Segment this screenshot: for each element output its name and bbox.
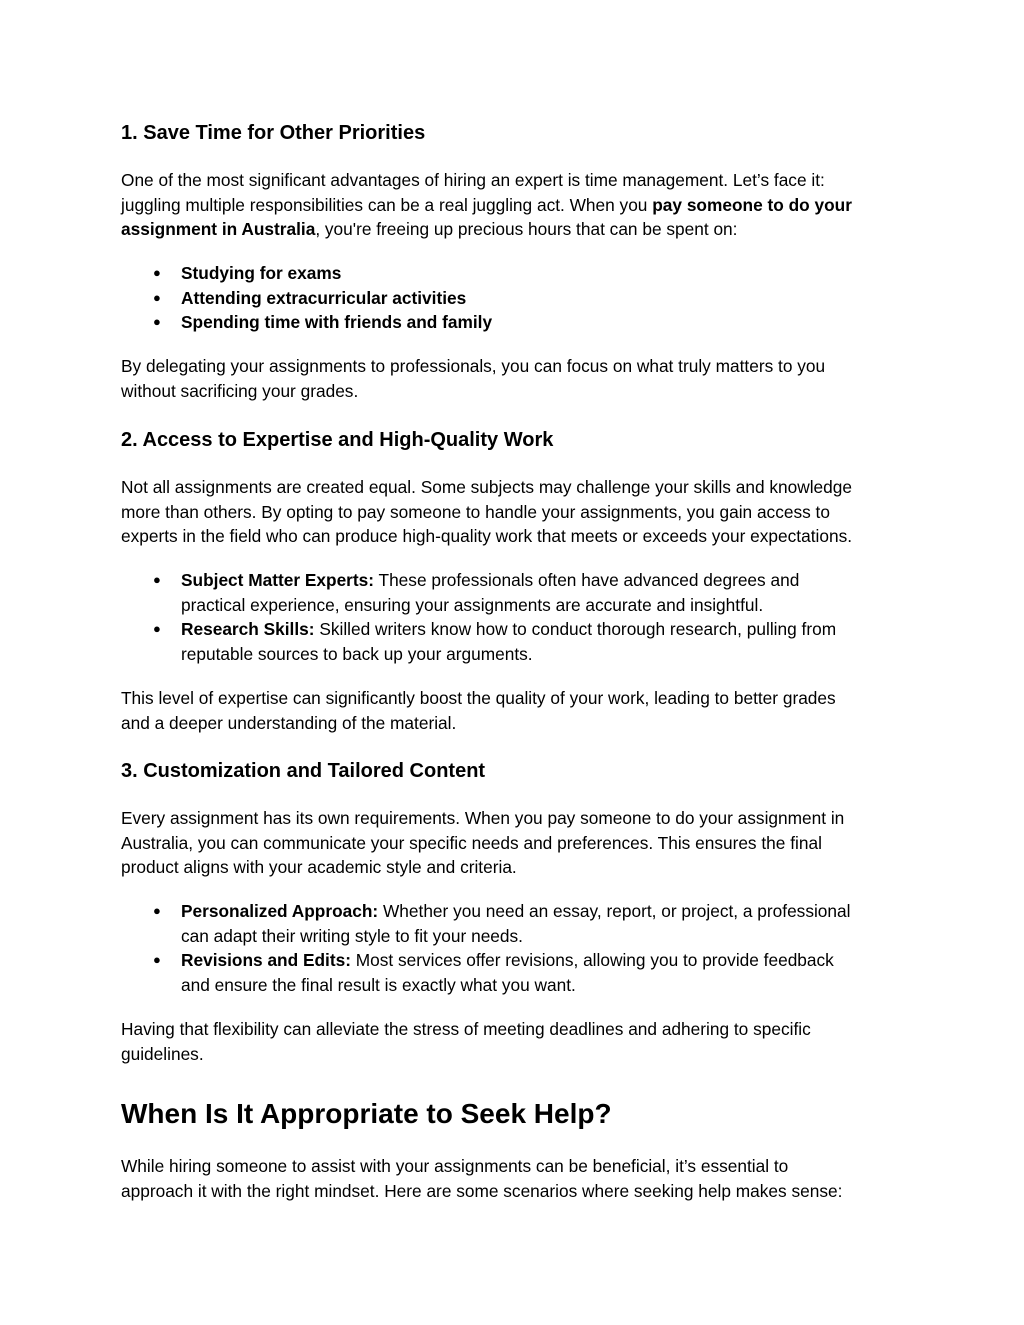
text-line: product aligns with your academic style and criteria. (121, 857, 517, 877)
bold-text: assignment in Australia (121, 219, 316, 239)
list-item (121, 617, 911, 666)
paragraph (121, 806, 911, 880)
bullet-icon: ● (153, 952, 161, 967)
bullet-list (121, 568, 911, 666)
list-item (121, 261, 911, 286)
paragraph (121, 168, 911, 242)
list-item (121, 310, 911, 335)
bullet-icon: ● (153, 314, 161, 329)
bold-text: Studying for exams (181, 263, 342, 283)
bullet-icon: ● (153, 265, 161, 280)
text-line: experts in the field who can produce high-quality work that meets or exceeds your expectations. (121, 526, 853, 546)
list-item (121, 948, 911, 997)
text-run: These professionals often have advanced degrees and (374, 570, 800, 590)
text-line: Not all assignments are created equal. Some subjects may challenge your skills and knowledge (121, 477, 853, 497)
paragraph (121, 1017, 911, 1066)
section-heading: 3. Customization and Tailored Content (121, 760, 486, 782)
text-line: and ensure the final result is exactly what you want. (181, 974, 576, 995)
bold-text: Spending time with friends and family (181, 312, 493, 332)
text-line (121, 193, 911, 218)
text-line: guidelines. (121, 1043, 204, 1064)
text-run: Most services offer revisions, allowing you to provide feedback (350, 950, 834, 970)
text-line (181, 899, 911, 924)
text-line: approach it with the right mindset. Here are some scenarios where seeking help makes sense: (121, 1180, 843, 1201)
section-heading: 2. Access to Expertise and High-Quality Work (121, 429, 554, 451)
text-line (181, 617, 911, 642)
bold-text: Attending extracurricular activities (181, 287, 467, 308)
main-heading: When Is It Appropriate to Seek Help? (121, 1098, 612, 1129)
paragraph (121, 475, 911, 549)
text-line: reputable sources to back up your arguments. (181, 643, 533, 664)
text-line: without sacrificing your grades. (121, 380, 359, 401)
text-line: This level of expertise can significantly boost the quality of your work, leading to better grades (121, 688, 836, 708)
paragraph (121, 1154, 911, 1203)
bold-text: pay someone to do your (652, 194, 852, 215)
text-line: can adapt their writing style to fit your needs. (181, 925, 523, 946)
text-line: practical experience, ensuring your assignments are accurate and insightful. (181, 594, 764, 615)
bullet-list (121, 261, 911, 335)
bold-text: Personalized Approach: (181, 901, 379, 921)
list-item (121, 899, 911, 948)
bullet-icon: ● (153, 621, 161, 636)
text-run: Whether you need an essay, report, or project, a professional (378, 901, 851, 921)
bullet-icon: ● (153, 289, 161, 305)
bullet-icon: ● (153, 572, 161, 587)
text-line (121, 217, 911, 242)
text-line: By delegating your assignments to professionals, you can focus on what truly matters to you (121, 356, 826, 376)
text-run: Skilled writers know how to conduct thorough research, pulling from (314, 619, 837, 639)
text-line: Every assignment has its own requirements. When you pay someone to do your assignment in (121, 808, 845, 828)
paragraph (121, 354, 911, 403)
list-item (121, 568, 911, 617)
bold-text: Research Skills: (181, 619, 315, 639)
text-line (181, 948, 911, 973)
text-line: While hiring someone to assist with your assignments can be beneficial, it’s essential to (121, 1156, 789, 1176)
text-line: Having that flexibility can alleviate the stress of meeting deadlines and adhering to specific (121, 1019, 811, 1039)
text-line (181, 568, 911, 593)
bullet-list (121, 899, 911, 997)
text-line: Australia, you can communicate your specific needs and preferences. This ensures the final (121, 832, 822, 853)
paragraph (121, 686, 911, 735)
text-line: more than others. By opting to pay someone to handle your assignments, you gain access to (121, 501, 830, 522)
section-heading: 1. Save Time for Other Priorities (121, 122, 426, 144)
text-line: and a deeper understanding of the material. (121, 712, 457, 733)
bold-text: Subject Matter Experts: (181, 570, 375, 590)
bullet-icon: ● (153, 903, 161, 918)
text-run: juggling multiple responsibilities can be a real juggling act. When you (121, 194, 653, 215)
bold-text: Revisions and Edits: (181, 950, 351, 970)
list-item (121, 286, 911, 311)
text-run: , you're freeing up precious hours that can be spent on: (315, 219, 738, 239)
text-line: One of the most significant advantages of hiring an expert is time management. Let’s face it: (121, 170, 825, 190)
